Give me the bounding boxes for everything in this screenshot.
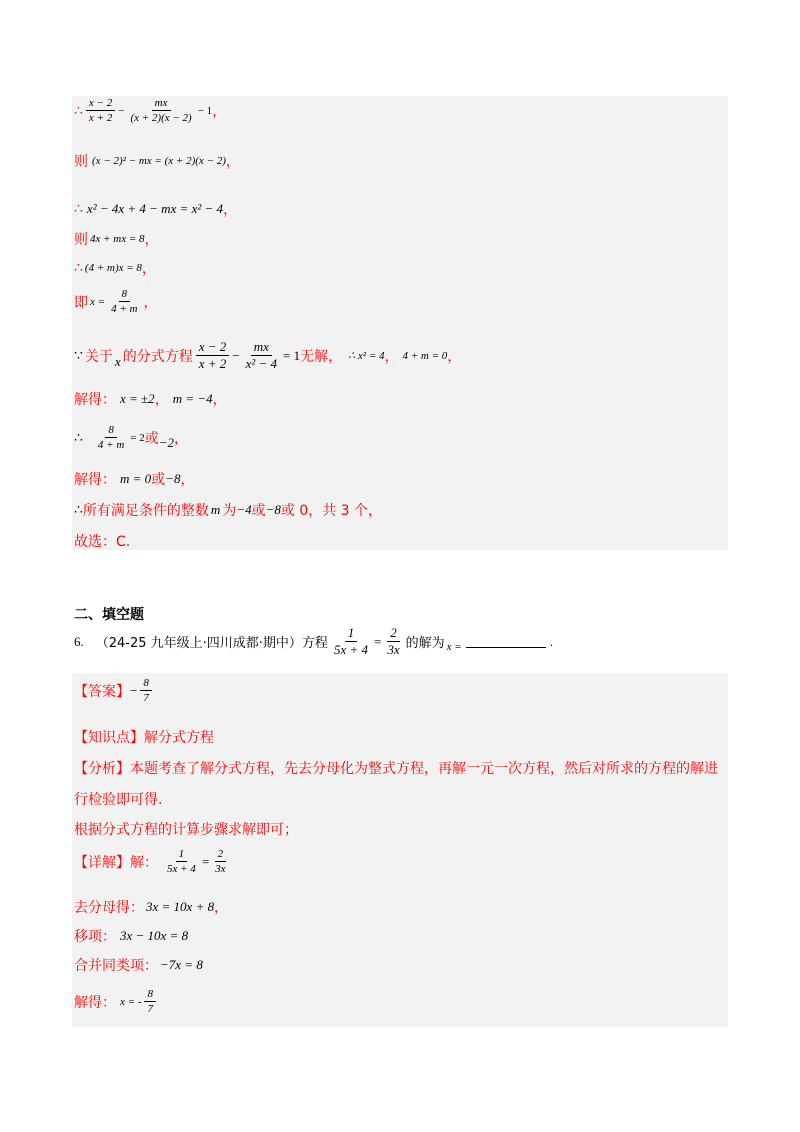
step-line-1: ∴ $\frac{x - 2}{x + 2}$ − $\frac{mx}{(x + 2)(x - 2)}$ − 1 ， xyxy=(74,97,227,125)
analysis-line-2: 行检验即可得. xyxy=(74,792,163,808)
detail-line: 【详解】 解： $\frac{1}{5x + 4}$ = $\frac{2}{3x}$ xyxy=(74,848,226,876)
step-line-6: 即 x = $\frac{8}{4 + m}$ ， xyxy=(74,288,158,316)
step-combine: 合并同类项： −7x = 8 xyxy=(74,957,203,974)
section-heading: 二、填空题 xyxy=(74,607,144,623)
step-line-7: ∵ 关于 x 的分式方程 $\frac{x - 2}{x + 2}$ − $\frac{mx}{\text{x² − 4}}$ = 1 无解， ∴ x² = 4 ， 4 + m = 0 ， xyxy=(74,339,462,372)
answer-line: 【答案】 − $\frac{8}{7}$ xyxy=(74,677,155,704)
knowledge-point-line: 【知识点】 解分式方程 xyxy=(74,730,214,746)
answer-blank xyxy=(466,635,546,648)
step-line-2: 则 (x − 2)² − mx = (x + 2)(x − 2) ， xyxy=(74,154,240,170)
step-line-5: ∴ (4 + m)x = 8 ， xyxy=(74,260,156,277)
step-transpose: 移项： 3x − 10x = 8 xyxy=(74,928,189,945)
step-line-3: ∴ x² − 4x + 4 − mx = x² − 4 ， xyxy=(74,201,238,218)
step-line-9: ∴ $\frac{8}{4 + m}$ = 2 或 −2 ， xyxy=(74,424,189,452)
analysis-line-1: 【分析】 本题考查了解分式方程，先去分母化为整式方程，再解一元一次方程，然后对所求的方程的解进 xyxy=(74,761,718,777)
step-line-4: 则 4x + mx = 8 ， xyxy=(74,232,159,248)
question-6: 6. （24-25 九年级上·四川成都·期中）方程 $\frac{1}{5x + 4}$ = $\frac{2}{3x}$ 的解为 x = . xyxy=(74,625,553,658)
analysis-line-3: 根据分式方程的计算步骤求解即可； xyxy=(74,822,298,838)
step-line-8: 解得： x = ±2 ， m = −4 ， xyxy=(74,391,227,408)
step-remove-denominator: 去分母得： 3x = 10x + 8 ， xyxy=(74,899,229,916)
step-line-11: ∴ 所有满足条件的整数 m 为 −4 或 −8 或 0，共 3 个， xyxy=(74,502,383,519)
step-line-12: 故选：C. xyxy=(74,534,131,550)
step-solution: 解得： x = - $\frac{8}{7}$ xyxy=(74,988,159,1015)
step-line-10: 解得： m = 0 或 −8 ， xyxy=(74,471,195,488)
